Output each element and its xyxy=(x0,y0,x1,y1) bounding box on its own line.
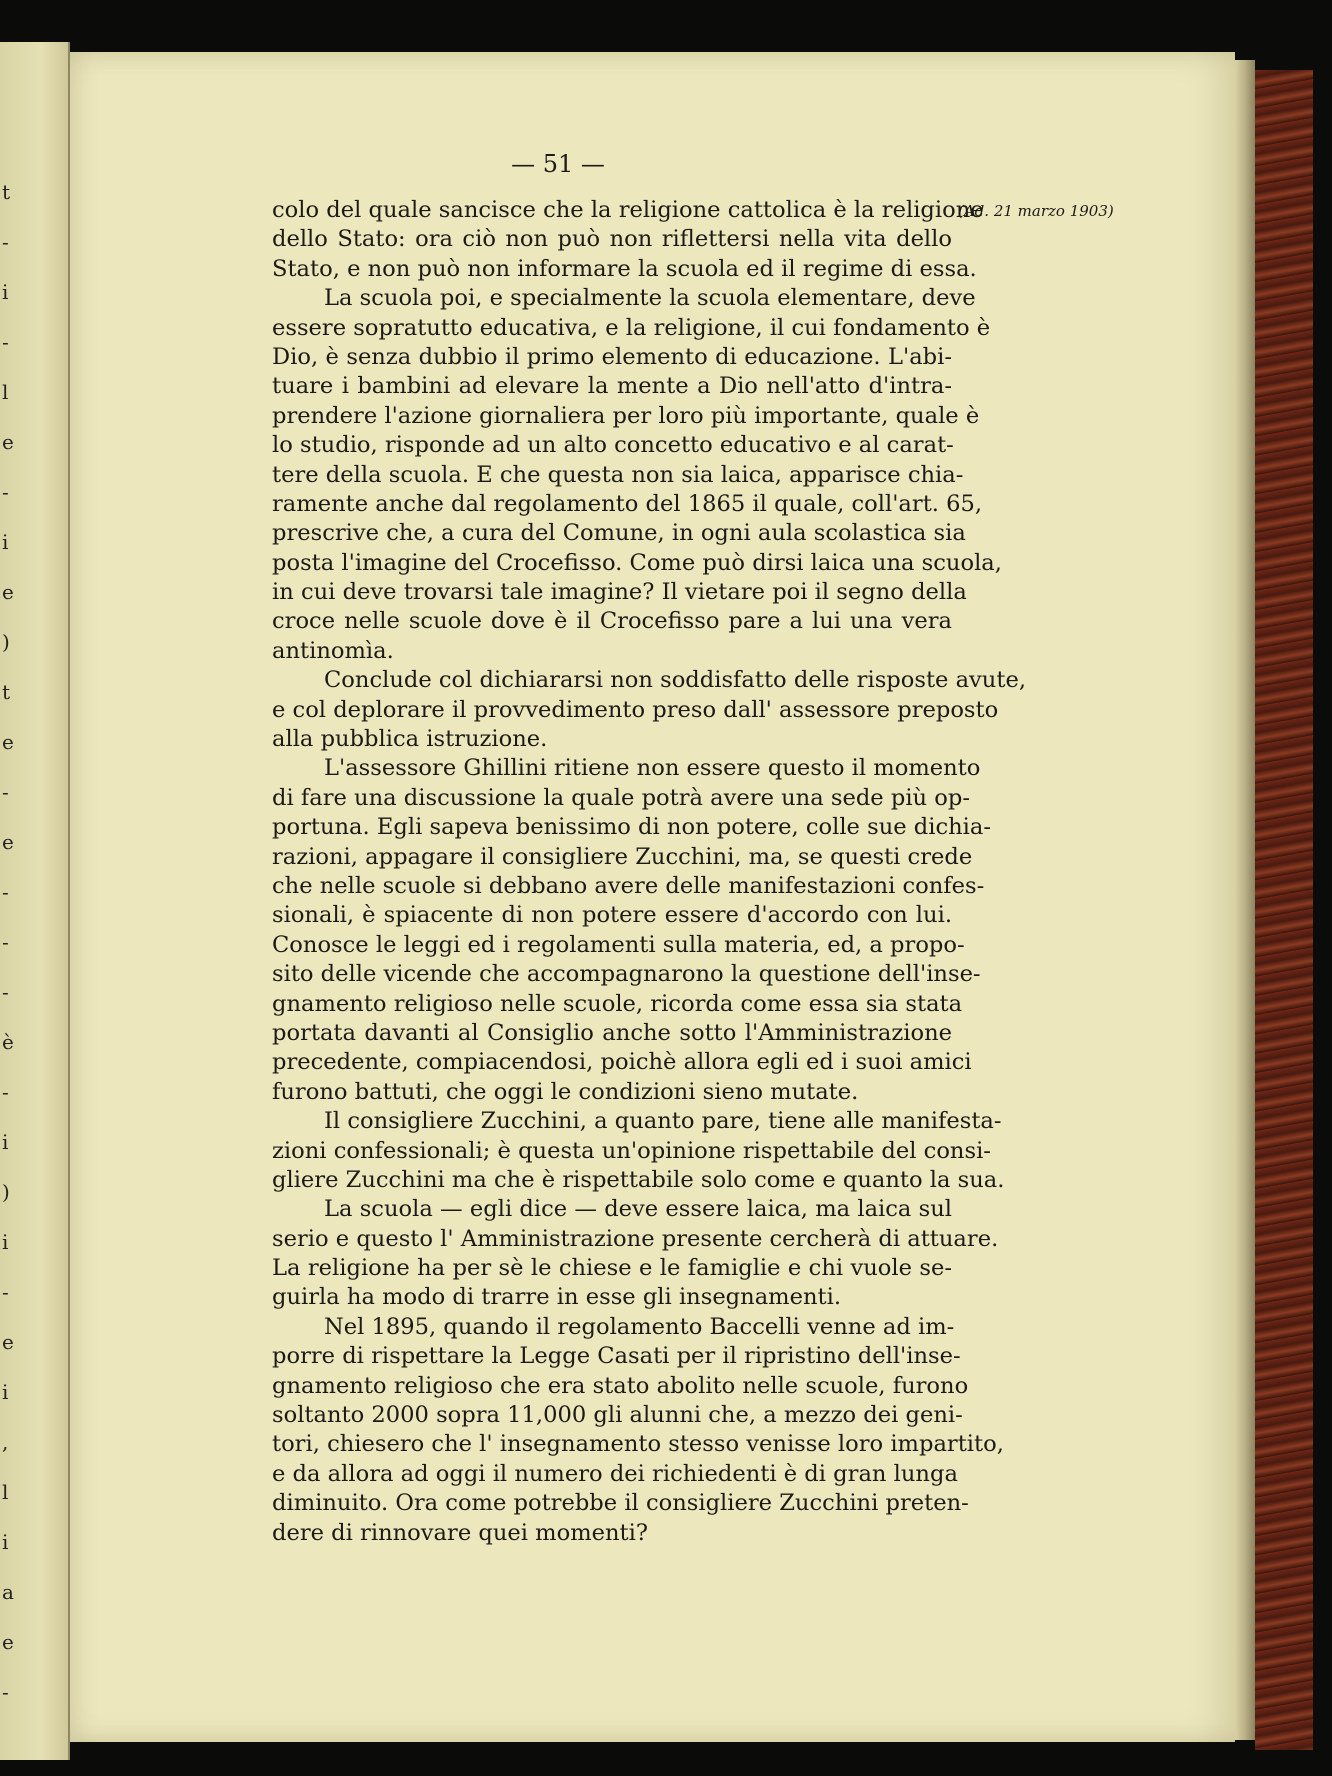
text-line: posta l'imagine del Crocefisso. Come può dirsi laica una scuola, xyxy=(272,549,1002,576)
text-line: L'assessore Ghillini ritiene non essere questo il momento xyxy=(324,755,981,782)
text-line: Stato, e non può non informare la scuola ed il regime di essa. xyxy=(272,255,977,282)
text-line: gnamento religioso che era stato abolito nelle scuole, furono xyxy=(272,1372,969,1399)
text-line: gliere Zucchini ma che è rispettabile solo come e quanto la sua. xyxy=(272,1166,1005,1193)
text-line: portata davanti al Consiglio anche sotto l'Amministrazione xyxy=(272,1019,952,1046)
text-line: soltanto 2000 sopra 11,000 gli alunni che, a mezzo dei geni- xyxy=(272,1402,963,1429)
facing-page-glyph: e xyxy=(2,430,14,454)
book-cover xyxy=(1255,70,1313,1750)
facing-page-glyph: i xyxy=(2,1380,9,1404)
facing-page-glyph: l xyxy=(2,380,9,404)
facing-page-glyph: - xyxy=(2,980,9,1004)
page-number: — 51 — xyxy=(511,150,605,178)
text-line: La scuola poi, e specialmente la scuola elementare, deve xyxy=(324,285,976,312)
text-line: guirla ha modo di trarre in esse gli insegnamenti. xyxy=(272,1284,842,1311)
text-line: ramente anche dal regolamento del 1865 il quale, coll'art. 65, xyxy=(272,490,983,517)
facing-page-glyph: i xyxy=(2,530,9,554)
facing-page-glyph: - xyxy=(2,930,9,954)
facing-page-glyph: e xyxy=(2,580,14,604)
facing-page-glyph: a xyxy=(2,1580,14,1604)
facing-page-glyph: ) xyxy=(2,1180,10,1204)
facing-page-glyph: - xyxy=(2,880,9,904)
facing-page-glyph: i xyxy=(2,280,9,304)
facing-page-edge xyxy=(0,42,70,1760)
margin-date-note: (Ad. 21 marzo 1903) xyxy=(958,202,1114,220)
facing-page-glyph: è xyxy=(2,1030,14,1054)
text-line: tere della scuola. E che questa non sia laica, apparisce chia- xyxy=(272,461,964,488)
facing-page-glyph: i xyxy=(2,1130,9,1154)
text-line: La scuola — egli dice — deve essere laica, ma laica sul xyxy=(324,1196,952,1223)
text-line: precedente, compiacendosi, poichè allora egli ed i suoi amici xyxy=(272,1049,972,1076)
text-line: La religione ha per sè le chiese e le famiglie e chi vuole se- xyxy=(272,1255,952,1282)
text-line: serio e questo l' Amministrazione presente cercherà di attuare. xyxy=(272,1225,999,1252)
text-line: alla pubblica istruzione. xyxy=(272,726,548,753)
text-line: prescrive che, a cura del Comune, in ogni aula scolastica sia xyxy=(272,520,966,547)
text-line: razioni, appagare il consigliere Zucchini, ma, se questi crede xyxy=(272,843,973,870)
facing-page-glyph: l xyxy=(2,1480,9,1504)
page-edges xyxy=(1235,60,1255,1740)
facing-page-glyph: e xyxy=(2,730,14,754)
text-line: Conclude col dichiararsi non soddisfatto delle risposte avute, xyxy=(324,667,1026,694)
text-line: Dio, è senza dubbio il primo elemento di educazione. L'abi- xyxy=(272,343,952,370)
text-line: e da allora ad oggi il numero dei richiedenti è di gran lunga xyxy=(272,1460,958,1487)
facing-page-glyph: e xyxy=(2,830,14,854)
text-line: tori, chiesero che l' insegnamento stesso venisse loro impartito, xyxy=(272,1431,1004,1458)
text-line: tuare i bambini ad elevare la mente a Dio nell'atto d'intra- xyxy=(272,373,952,400)
facing-page-glyph: - xyxy=(2,1280,9,1304)
text-line: e col deplorare il provvedimento preso dall' assessore preposto xyxy=(272,696,999,723)
text-line: che nelle scuole si debbano avere delle manifestazioni confes- xyxy=(272,872,985,899)
text-line: dello Stato: ora ciò non può non riflettersi nella vita dello xyxy=(272,226,952,253)
facing-page-glyph: - xyxy=(2,230,9,254)
text-line: sito delle vicende che accompagnarono la questione dell'inse- xyxy=(272,961,981,988)
text-line: antinomìa. xyxy=(272,637,394,664)
facing-page-glyph: - xyxy=(2,1080,9,1104)
facing-page-glyph: - xyxy=(2,780,9,804)
text-line: prendere l'azione giornaliera per loro più importante, quale è xyxy=(272,402,980,429)
text-line: gnamento religioso nelle scuole, ricorda come essa sia stata xyxy=(272,990,963,1017)
text-line: dere di rinnovare quei momenti? xyxy=(272,1519,648,1546)
facing-page-glyph: - xyxy=(2,480,9,504)
text-line: essere sopratutto educativa, e la religione, il cui fondamento è xyxy=(272,314,991,341)
text-line: croce nelle scuole dove è il Crocefisso pare a lui una vera xyxy=(272,608,952,635)
text-line: colo del quale sancisce che la religione cattolica è la religione xyxy=(272,197,984,223)
facing-page-glyph: e xyxy=(2,1330,14,1354)
text-line: diminuito. Ora come potrebbe il consigliere Zucchini preten- xyxy=(272,1490,969,1517)
text-line: Il consigliere Zucchini, a quanto pare, tiene alle manifesta- xyxy=(324,1108,1002,1135)
facing-page-glyph: i xyxy=(2,1230,9,1254)
body-text xyxy=(272,196,1026,1548)
facing-page-glyph: - xyxy=(2,1680,9,1704)
text-line: porre di rispettare la Legge Casati per il ripristino dell'inse- xyxy=(272,1343,961,1370)
facing-page-glyph: i xyxy=(2,1530,9,1554)
text-line: in cui deve trovarsi tale imagine? Il vietare poi il segno della xyxy=(272,579,967,606)
text-line: di fare una discussione la quale potrà avere una sede più op- xyxy=(272,784,970,811)
facing-page-glyph: t xyxy=(2,680,11,704)
facing-page-glyph: e xyxy=(2,1630,14,1654)
text-line: Conosce le leggi ed i regolamenti sulla materia, ed, a propo- xyxy=(272,931,965,958)
facing-page-glyph: ) xyxy=(2,630,10,654)
text-line: sionali, è spiacente di non potere essere d'accordo con lui. xyxy=(272,902,952,929)
facing-page-glyph: t xyxy=(2,180,11,204)
text-line: zioni confessionali; è questa un'opinione rispettabile del consi- xyxy=(272,1137,991,1164)
facing-page-glyph: - xyxy=(2,330,9,354)
facing-page-glyph: , xyxy=(2,1430,9,1454)
text-line: Nel 1895, quando il regolamento Baccelli venne ad im- xyxy=(324,1313,955,1340)
text-line: furono battuti, che oggi le condizioni sieno mutate. xyxy=(272,1078,859,1105)
text-line: lo studio, risponde ad un alto concetto educativo e al carat- xyxy=(272,432,954,459)
text-line: portuna. Egli sapeva benissimo di non potere, colle sue dichia- xyxy=(272,814,992,841)
